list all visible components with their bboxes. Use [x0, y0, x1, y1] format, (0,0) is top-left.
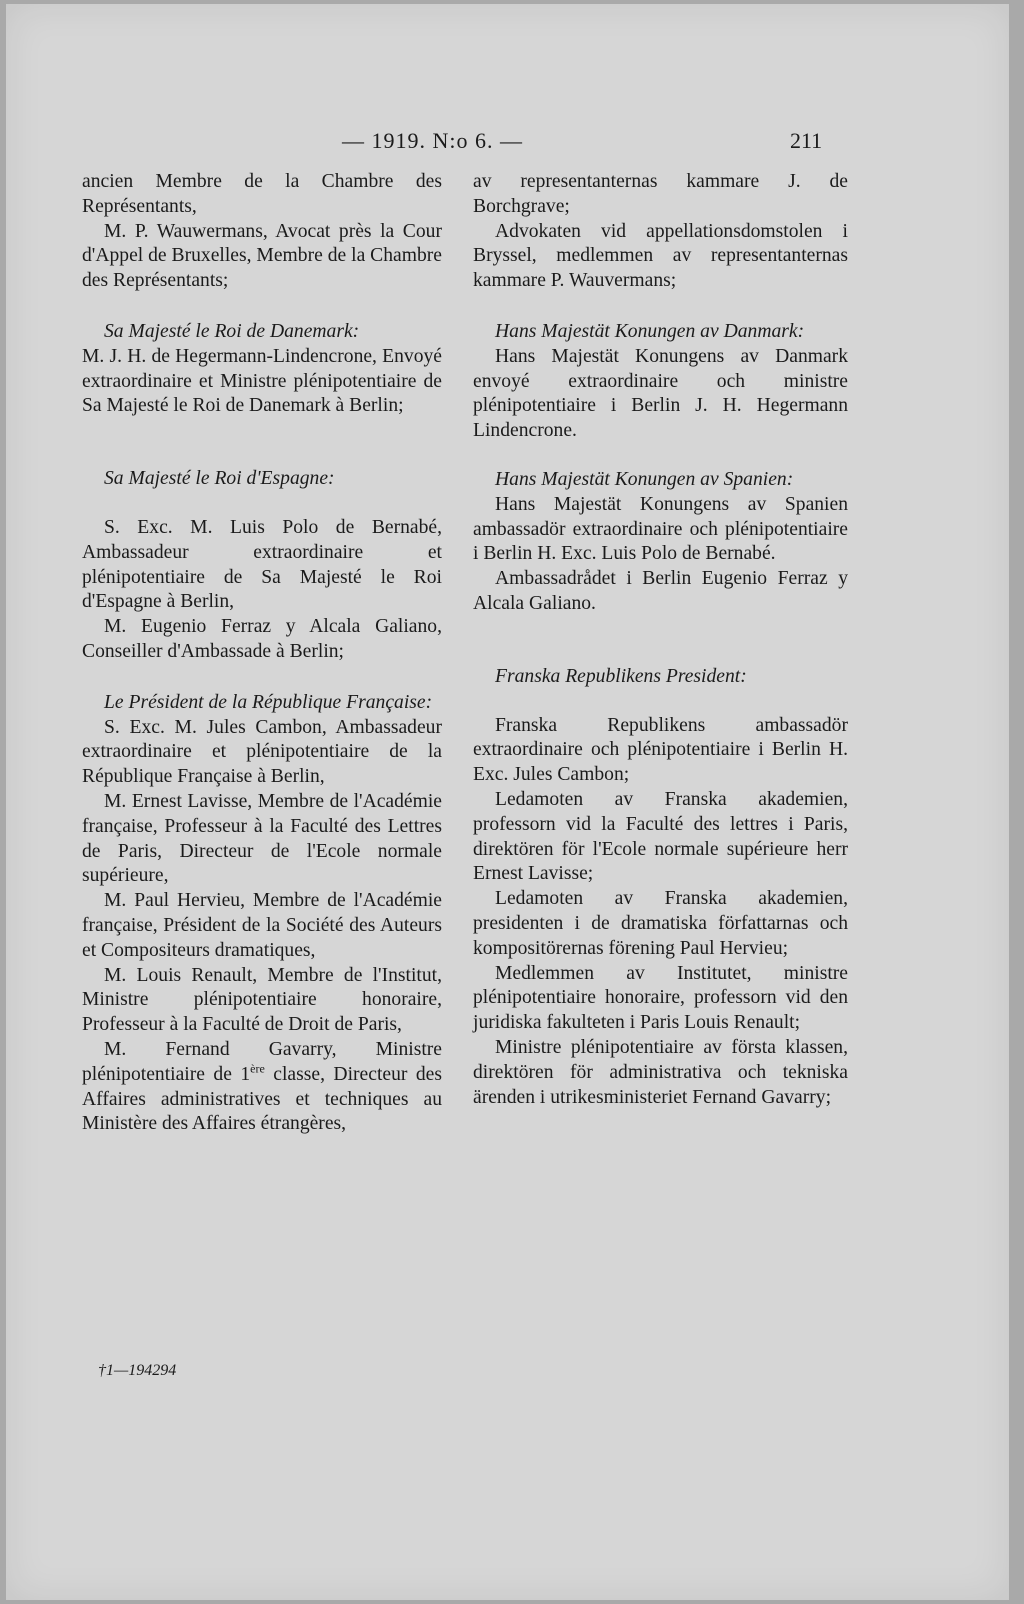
paragraph: av representanternas kammare J. de Borchgrave;	[473, 171, 848, 217]
paragraph: ancien Membre de la Chambre des Représentants,	[82, 171, 442, 217]
paragraph: Hans Majestät Konungens av Danmark envoyé extraordinaire och ministre plénipotentiaire i Berlin J. H. Hegermann Lindencrone.	[473, 345, 848, 442]
section-heading: Le Président de la République Française:	[104, 691, 433, 713]
paragraph: Ledamoten av Franska akademien, presidenten i de dramatiska författarnas och kompositörernas förening Paul Hervieu;	[473, 888, 848, 959]
section-heading: Franska Republikens President:	[495, 665, 747, 687]
page-header	[6, 122, 1009, 162]
paragraph: Medlemmen av Institutet, ministre plénipotentiaire honoraire, professorn vid den juridiska fakulteten i Paris Louis Renault;	[473, 962, 848, 1034]
paragraph: Ambassadrådet i Berlin Eugenio Ferraz y Alcala Galiano.	[473, 568, 848, 614]
printer-code: †1—194294	[98, 1362, 177, 1379]
document-page	[6, 4, 1009, 1600]
text-span: M. Fernand Gavarry, Ministre plénipotentiaire de 1	[82, 1038, 442, 1085]
superscript: ère	[250, 1061, 265, 1076]
paragraph: S. Exc. M. Luis Polo de Bernabé, Ambassadeur extraordinaire et plénipotentiaire de Sa Majesté le Roi d'Espagne à Berlin,	[82, 516, 442, 613]
text-span: classe, Directeur des Affaires administratives et techniques au Ministère des Affaires étrangères,	[82, 1063, 442, 1135]
paragraph: Ministre plénipotentiaire av första klassen, direktören för administrativa och tekniska ärenden i utrikesministeriet Fernand Gavarry;	[473, 1036, 848, 1108]
paragraph	[82, 1038, 442, 1137]
paragraph: M. Ernest Lavisse, Membre de l'Académie française, Professeur à la Faculté des Lettres de Paris, Directeur de l'Ecole normale supérieure,	[82, 790, 442, 887]
section-heading: Sa Majesté le Roi d'Espagne:	[104, 468, 335, 490]
paragraph: M. P. Wauwermans, Avocat près la Cour d'Appel de Bruxelles, Membre de la Chambre des Représentants;	[82, 220, 442, 292]
paragraph: Ledamoten av Franska akademien, professorn vid la Faculté des lettres i Paris, direktören för l'Ecole normale supérieure herr Ernest Lavisse;	[473, 788, 848, 885]
swedish-column	[473, 170, 848, 1110]
section-heading: Hans Majestät Konungen av Spanien:	[495, 468, 794, 490]
paragraph: M. Paul Hervieu, Membre de l'Académie française, Président de la Société des Auteurs et Compositeurs dramatiques,	[82, 890, 442, 961]
paragraph: M. Louis Renault, Membre de l'Institut, Ministre plénipotentiaire honoraire, Professeur à la Faculté de Droit de Paris,	[82, 964, 442, 1036]
paragraph: S. Exc. M. Jules Cambon, Ambassadeur extraordinaire et plénipotentiaire de la République Française à Berlin,	[82, 716, 442, 788]
section-heading: Hans Majestät Konungen av Danmark:	[495, 320, 805, 342]
page-number: 211	[790, 128, 823, 153]
paragraph: Advokaten vid appellationsdomstolen i Bryssel, medlemmen av representanternas kammare P. Wauvermans;	[473, 220, 848, 292]
french-column	[82, 170, 442, 1137]
paragraph: M. Eugenio Ferraz y Alcala Galiano, Conseiller d'Ambassade à Berlin;	[82, 616, 442, 662]
section-heading: Sa Majesté le Roi de Danemark:	[104, 320, 360, 342]
paragraph: M. J. H. de Hegermann-Lindencrone, Envoyé extraordinaire et Ministre plénipotentiaire de Sa Majesté le Roi de Danemark à Berlin;	[82, 345, 442, 417]
running-head: — 1919. N:o 6. —	[342, 128, 523, 153]
paragraph: Hans Majestät Konungens av Spanien ambassadör extraordinaire och plénipotentiaire i Berlin H. Exc. Luis Polo de Bernabé.	[473, 493, 848, 565]
paragraph: Franska Republikens ambassadör extraordinaire och plénipotentiaire i Berlin H. Exc. Jules Cambon;	[473, 714, 848, 786]
